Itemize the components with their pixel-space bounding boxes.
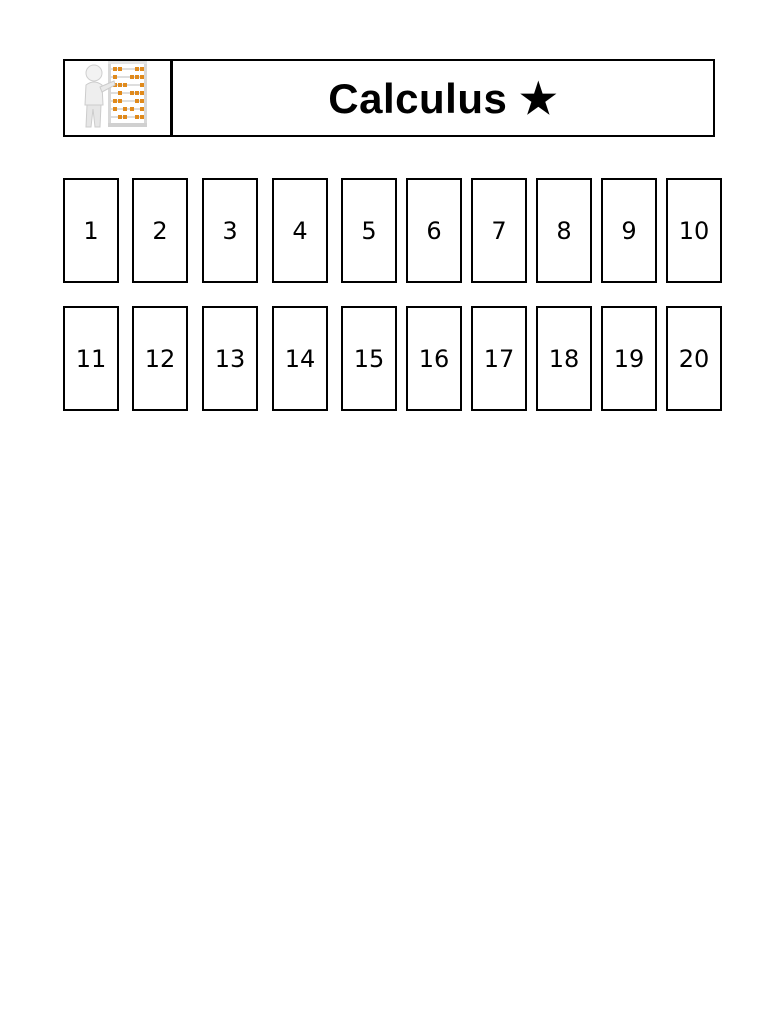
header-bar [63,59,715,137]
number-cell-12[interactable]: 12 [132,306,188,411]
number-row-2 [63,306,723,411]
number-cell-13[interactable]: 13 [202,306,258,411]
number-cell-7[interactable]: 7 [471,178,527,283]
number-cell-3[interactable]: 3 [202,178,258,283]
number-cell-14[interactable]: 14 [272,306,328,411]
number-cell-11[interactable]: 11 [63,306,119,411]
number-cell-15[interactable]: 15 [341,306,397,411]
number-cell-20[interactable]: 20 [666,306,722,411]
number-cell-17[interactable]: 17 [471,306,527,411]
header-title-cell [173,61,713,135]
number-cell-19[interactable]: 19 [601,306,657,411]
number-cell-6[interactable]: 6 [406,178,462,283]
number-cell-8[interactable]: 8 [536,178,592,283]
number-cell-10[interactable]: 10 [666,178,722,283]
page-title: Calculus ★ [328,74,558,122]
number-cell-4[interactable]: 4 [272,178,328,283]
number-cell-5[interactable]: 5 [341,178,397,283]
number-cell-16[interactable]: 16 [406,306,462,411]
header-image-cell [65,61,173,135]
number-cell-18[interactable]: 18 [536,306,592,411]
abacus-figure-icon [80,59,156,138]
number-row-1 [63,178,723,283]
number-cell-1[interactable]: 1 [63,178,119,283]
number-cell-2[interactable]: 2 [132,178,188,283]
number-cell-9[interactable]: 9 [601,178,657,283]
